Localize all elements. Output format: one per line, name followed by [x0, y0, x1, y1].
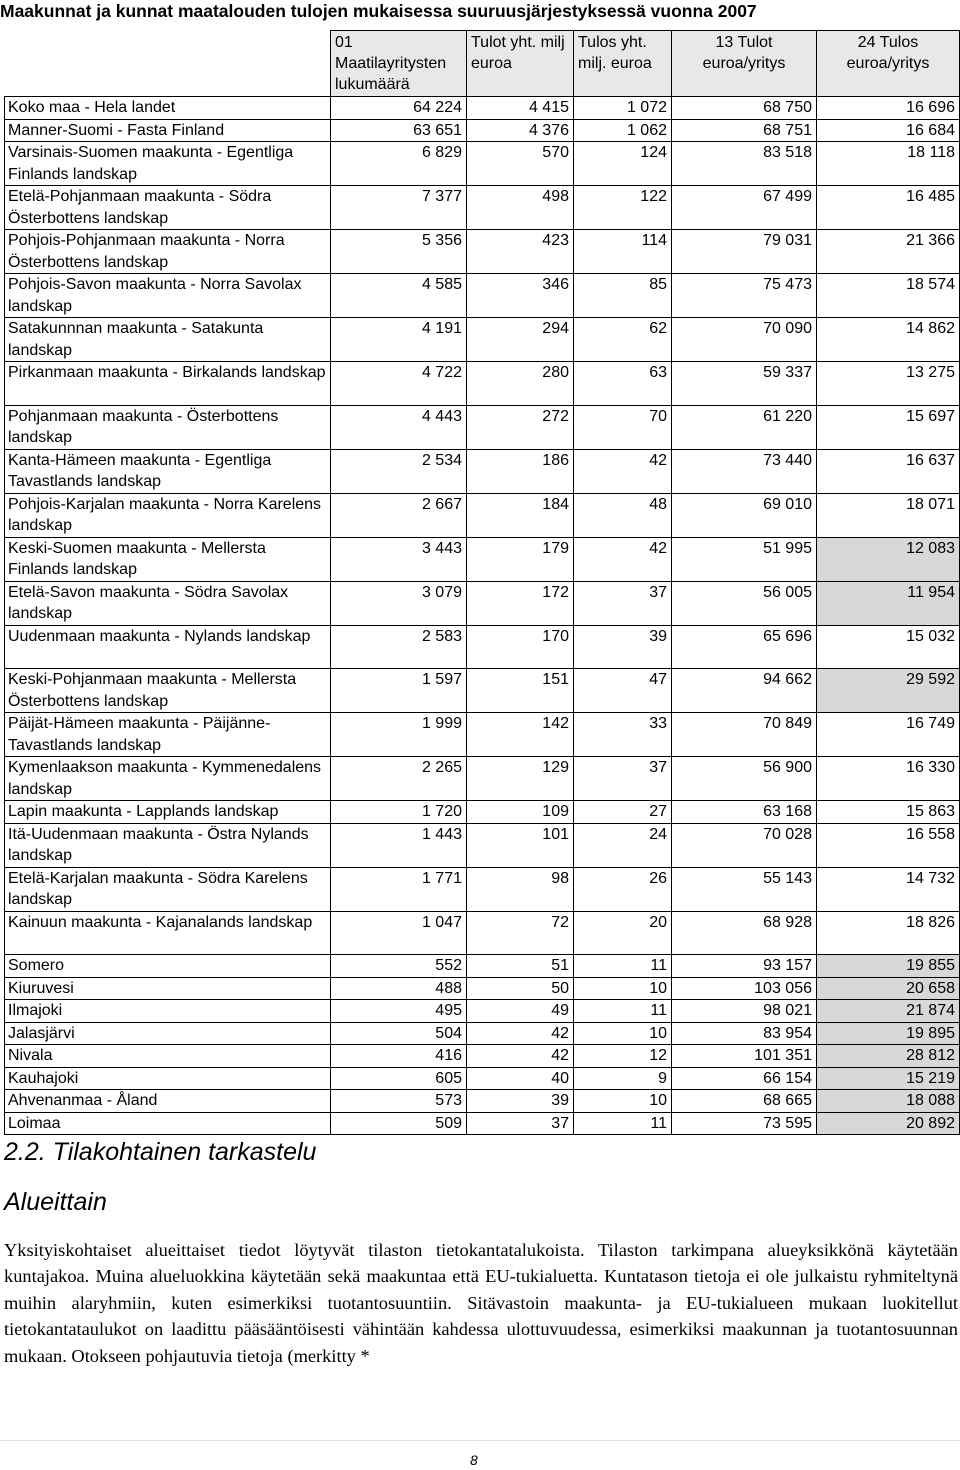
- farms-cell: 1 999: [331, 713, 467, 757]
- region-name-cell: Päijät-Hämeen maakunta - Päijänne-Tavastlands landskap: [5, 713, 331, 757]
- result-total-cell: 27: [574, 801, 672, 824]
- result-per-farm-cell: 20 892: [817, 1112, 960, 1135]
- region-name-cell: Lapin maakunta - Lapplands landskap: [5, 801, 331, 824]
- region-name-cell: Kymenlaakson maakunta - Kymmenedalens landskap: [5, 757, 331, 801]
- income-total-cell: 39: [467, 1090, 574, 1113]
- result-per-farm-cell: 18 574: [817, 274, 960, 318]
- table-row: [5, 1000, 960, 1023]
- result-per-farm-cell: 16 485: [817, 186, 960, 230]
- income-total-cell: 129: [467, 757, 574, 801]
- region-name-cell: Kanta-Hämeen maakunta - Egentliga Tavastlands landskap: [5, 449, 331, 493]
- result-total-cell: 1 072: [574, 97, 672, 120]
- result-total-cell: 11: [574, 1112, 672, 1135]
- result-total-cell: 11: [574, 1000, 672, 1023]
- income-total-cell: 179: [467, 537, 574, 581]
- farms-cell: 64 224: [331, 97, 467, 120]
- farms-cell: 1 443: [331, 823, 467, 867]
- result-total-cell: 62: [574, 318, 672, 362]
- region-name-cell: Nivala: [5, 1045, 331, 1068]
- result-per-farm-cell: 11 954: [817, 581, 960, 625]
- income-total-cell: 51: [467, 955, 574, 978]
- region-name-cell: Pirkanmaan maakunta - Birkalands landskap: [5, 362, 331, 406]
- farms-cell: 4 191: [331, 318, 467, 362]
- result-per-farm-cell: 15 219: [817, 1067, 960, 1090]
- income-total-cell: 4 415: [467, 97, 574, 120]
- income-per-farm-cell: 73 595: [672, 1112, 817, 1135]
- income-total-cell: 186: [467, 449, 574, 493]
- income-per-farm-cell: 68 750: [672, 97, 817, 120]
- farms-cell: 2 667: [331, 493, 467, 537]
- result-per-farm-cell: 18 088: [817, 1090, 960, 1113]
- column-header-result-total: Tulos yht. milj. euroa: [574, 31, 672, 97]
- income-total-cell: 498: [467, 186, 574, 230]
- farms-cell: 1 047: [331, 911, 467, 955]
- table-row: [5, 142, 960, 186]
- result-per-farm-cell: 21 874: [817, 1000, 960, 1023]
- income-per-farm-cell: 69 010: [672, 493, 817, 537]
- region-name-cell: Itä-Uudenmaan maakunta - Östra Nylands landskap: [5, 823, 331, 867]
- income-per-farm-cell: 70 028: [672, 823, 817, 867]
- income-total-cell: 42: [467, 1045, 574, 1068]
- farms-cell: 1 771: [331, 867, 467, 911]
- income-per-farm-cell: 68 928: [672, 911, 817, 955]
- column-header-farms: 01 Maatilayritysten lukumäärä: [331, 31, 467, 97]
- result-total-cell: 48: [574, 493, 672, 537]
- table-row: [5, 1067, 960, 1090]
- result-total-cell: 11: [574, 955, 672, 978]
- result-per-farm-cell: 28 812: [817, 1045, 960, 1068]
- income-per-farm-cell: 61 220: [672, 405, 817, 449]
- result-per-farm-cell: 18 118: [817, 142, 960, 186]
- result-total-cell: 10: [574, 1022, 672, 1045]
- result-total-cell: 39: [574, 625, 672, 669]
- income-total-cell: 42: [467, 1022, 574, 1045]
- income-per-farm-cell: 103 056: [672, 977, 817, 1000]
- farms-cell: 4 443: [331, 405, 467, 449]
- result-per-farm-cell: 21 366: [817, 230, 960, 274]
- income-total-cell: 72: [467, 911, 574, 955]
- income-total-cell: 172: [467, 581, 574, 625]
- table-row: [5, 955, 960, 978]
- income-per-farm-cell: 70 090: [672, 318, 817, 362]
- income-per-farm-cell: 63 168: [672, 801, 817, 824]
- income-total-cell: 101: [467, 823, 574, 867]
- result-per-farm-cell: 12 083: [817, 537, 960, 581]
- result-per-farm-cell: 15 032: [817, 625, 960, 669]
- income-per-farm-cell: 67 499: [672, 186, 817, 230]
- region-name-cell: Somero: [5, 955, 331, 978]
- region-name-cell: Etelä-Karjalan maakunta - Södra Karelens landskap: [5, 867, 331, 911]
- result-total-cell: 20: [574, 911, 672, 955]
- table-row: [5, 625, 960, 669]
- region-name-cell: Satakunnnan maakunta - Satakunta landskap: [5, 318, 331, 362]
- result-total-cell: 124: [574, 142, 672, 186]
- income-per-farm-cell: 83 518: [672, 142, 817, 186]
- result-per-farm-cell: 16 558: [817, 823, 960, 867]
- body-paragraph: Yksityiskohtaiset alueittaiset tiedot löytyvät tilaston tietokantatalukoista. Tilaston tarkimpana alueyksikkönä käytetään kuntajakoa. Muina alueluokkina käytetään sekä maakuntaa että EU-tukialuetta. Kuntatason tietoja ei ole julkaistu ryhmiteltynä muihin alaryhmiin, kuten esimerkiksi tuotantosuuntiin. Sitävastoin maakunta- ja EU-tukialueen mukaan luokitellut tietokantataulukot on laadittu pääsääntöisesti vähintään kahdessa ulottuvuudessa, esimerkiksi maakunnan ja tuotantosuunnan mukaan. Otokseen pohjautuvia tietoja (merkitty *: [4, 1240, 958, 1366]
- result-total-cell: 9: [574, 1067, 672, 1090]
- income-total-cell: 4 376: [467, 119, 574, 142]
- header-corner: [5, 31, 331, 97]
- result-total-cell: 47: [574, 669, 672, 713]
- result-per-farm-cell: 14 862: [817, 318, 960, 362]
- table-row: [5, 713, 960, 757]
- result-total-cell: 37: [574, 757, 672, 801]
- region-name-cell: Pohjois-Karjalan maakunta - Norra Karelens landskap: [5, 493, 331, 537]
- region-name-cell: Etelä-Savon maakunta - Södra Savolax landskap: [5, 581, 331, 625]
- result-total-cell: 42: [574, 537, 672, 581]
- region-name-cell: Loimaa: [5, 1112, 331, 1135]
- region-name-cell: Ahvenanmaa - Åland: [5, 1090, 331, 1113]
- income-per-farm-cell: 56 005: [672, 581, 817, 625]
- result-total-cell: 26: [574, 867, 672, 911]
- income-per-farm-cell: 94 662: [672, 669, 817, 713]
- table-row: [5, 1112, 960, 1135]
- result-total-cell: 1 062: [574, 119, 672, 142]
- region-name-cell: Pohjois-Savon maakunta - Norra Savolax landskap: [5, 274, 331, 318]
- result-total-cell: 85: [574, 274, 672, 318]
- income-total-cell: 37: [467, 1112, 574, 1135]
- farms-cell: 2 534: [331, 449, 467, 493]
- region-name-cell: Kauhajoki: [5, 1067, 331, 1090]
- result-total-cell: 10: [574, 1090, 672, 1113]
- region-name-cell: Pohjois-Pohjanmaan maakunta - Norra Österbottens landskap: [5, 230, 331, 274]
- table-row: [5, 757, 960, 801]
- result-per-farm-cell: 16 330: [817, 757, 960, 801]
- farms-cell: 3 079: [331, 581, 467, 625]
- table-row: [5, 801, 960, 824]
- income-total-cell: 50: [467, 977, 574, 1000]
- farms-cell: 1 720: [331, 801, 467, 824]
- sub-heading: Alueittain: [4, 1188, 107, 1216]
- table-row: [5, 1022, 960, 1045]
- income-per-farm-cell: 59 337: [672, 362, 817, 406]
- farms-cell: 416: [331, 1045, 467, 1068]
- result-total-cell: 63: [574, 362, 672, 406]
- table-row: [5, 493, 960, 537]
- income-ranking-table: [4, 30, 960, 1135]
- farms-cell: 2 265: [331, 757, 467, 801]
- result-per-farm-cell: 29 592: [817, 669, 960, 713]
- page-title: Maakunnat ja kunnat maatalouden tulojen mukaisessa suuruusjärjestyksessä vuonna 2007: [0, 1, 757, 21]
- farms-cell: 4 722: [331, 362, 467, 406]
- result-per-farm-cell: 19 855: [817, 955, 960, 978]
- income-total-cell: 184: [467, 493, 574, 537]
- result-per-farm-cell: 15 863: [817, 801, 960, 824]
- income-per-farm-cell: 68 751: [672, 119, 817, 142]
- income-per-farm-cell: 51 995: [672, 537, 817, 581]
- table-row: [5, 1090, 960, 1113]
- section-heading: 2.2. Tilakohtainen tarkastelu: [4, 1138, 317, 1166]
- result-per-farm-cell: 15 697: [817, 405, 960, 449]
- result-per-farm-cell: 16 684: [817, 119, 960, 142]
- result-total-cell: 37: [574, 581, 672, 625]
- table-header-row: [5, 31, 960, 97]
- table-row: [5, 537, 960, 581]
- farms-cell: 488: [331, 977, 467, 1000]
- table-row: [5, 1045, 960, 1068]
- farms-cell: 3 443: [331, 537, 467, 581]
- table-row: [5, 186, 960, 230]
- table-row: [5, 669, 960, 713]
- farms-cell: 573: [331, 1090, 467, 1113]
- income-total-cell: 151: [467, 669, 574, 713]
- income-per-farm-cell: 79 031: [672, 230, 817, 274]
- income-total-cell: 570: [467, 142, 574, 186]
- income-per-farm-cell: 98 021: [672, 1000, 817, 1023]
- income-total-cell: 40: [467, 1067, 574, 1090]
- column-header-income-total: Tulot yht. milj euroa: [467, 31, 574, 97]
- region-name-cell: Keski-Pohjanmaan maakunta - Mellersta Österbottens landskap: [5, 669, 331, 713]
- income-per-farm-cell: 55 143: [672, 867, 817, 911]
- farms-cell: 552: [331, 955, 467, 978]
- table-row: [5, 867, 960, 911]
- region-name-cell: Varsinais-Suomen maakunta - Egentliga Finlands landskap: [5, 142, 331, 186]
- result-total-cell: 114: [574, 230, 672, 274]
- income-total-cell: 49: [467, 1000, 574, 1023]
- result-total-cell: 122: [574, 186, 672, 230]
- table-row: [5, 230, 960, 274]
- farms-cell: 1 597: [331, 669, 467, 713]
- table-row: [5, 97, 960, 120]
- region-name-cell: Pohjanmaan maakunta - Österbottens landskap: [5, 405, 331, 449]
- result-total-cell: 24: [574, 823, 672, 867]
- result-per-farm-cell: 16 749: [817, 713, 960, 757]
- income-per-farm-cell: 73 440: [672, 449, 817, 493]
- region-name-cell: Etelä-Pohjanmaan maakunta - Södra Österbottens landskap: [5, 186, 331, 230]
- table-row: [5, 977, 960, 1000]
- table-row: [5, 405, 960, 449]
- income-per-farm-cell: 68 665: [672, 1090, 817, 1113]
- result-per-farm-cell: 13 275: [817, 362, 960, 406]
- table-row: [5, 318, 960, 362]
- farms-cell: 63 651: [331, 119, 467, 142]
- income-total-cell: 423: [467, 230, 574, 274]
- farms-cell: 5 356: [331, 230, 467, 274]
- result-per-farm-cell: 16 696: [817, 97, 960, 120]
- result-total-cell: 42: [574, 449, 672, 493]
- table-row: [5, 362, 960, 406]
- table-row: [5, 581, 960, 625]
- result-total-cell: 12: [574, 1045, 672, 1068]
- income-per-farm-cell: 101 351: [672, 1045, 817, 1068]
- income-per-farm-cell: 83 954: [672, 1022, 817, 1045]
- farms-cell: 6 829: [331, 142, 467, 186]
- result-per-farm-cell: 18 826: [817, 911, 960, 955]
- result-per-farm-cell: 20 658: [817, 977, 960, 1000]
- income-per-farm-cell: 93 157: [672, 955, 817, 978]
- result-total-cell: 10: [574, 977, 672, 1000]
- column-header-income-per-farm: 13 Tulot euroa/yritys: [672, 31, 817, 97]
- income-total-cell: 170: [467, 625, 574, 669]
- region-name-cell: Keski-Suomen maakunta - Mellersta Finlands landskap: [5, 537, 331, 581]
- farms-cell: 495: [331, 1000, 467, 1023]
- column-header-result-per-farm: 24 Tulos euroa/yritys: [817, 31, 960, 97]
- farms-cell: 504: [331, 1022, 467, 1045]
- result-total-cell: 33: [574, 713, 672, 757]
- income-per-farm-cell: 70 849: [672, 713, 817, 757]
- result-total-cell: 70: [574, 405, 672, 449]
- income-total-cell: 142: [467, 713, 574, 757]
- region-name-cell: Uudenmaan maakunta - Nylands landskap: [5, 625, 331, 669]
- farms-cell: 7 377: [331, 186, 467, 230]
- income-per-farm-cell: 65 696: [672, 625, 817, 669]
- table-row: [5, 119, 960, 142]
- region-name-cell: Kiuruvesi: [5, 977, 331, 1000]
- table-row: [5, 823, 960, 867]
- region-name-cell: Koko maa - Hela landet: [5, 97, 331, 120]
- farms-cell: 605: [331, 1067, 467, 1090]
- income-per-farm-cell: 66 154: [672, 1067, 817, 1090]
- region-name-cell: Jalasjärvi: [5, 1022, 331, 1045]
- income-total-cell: 294: [467, 318, 574, 362]
- income-total-cell: 346: [467, 274, 574, 318]
- farms-cell: 509: [331, 1112, 467, 1135]
- income-per-farm-cell: 75 473: [672, 274, 817, 318]
- result-per-farm-cell: 18 071: [817, 493, 960, 537]
- income-total-cell: 109: [467, 801, 574, 824]
- farms-cell: 4 585: [331, 274, 467, 318]
- region-name-cell: Ilmajoki: [5, 1000, 331, 1023]
- result-per-farm-cell: 19 895: [817, 1022, 960, 1045]
- result-per-farm-cell: 14 732: [817, 867, 960, 911]
- income-total-cell: 98: [467, 867, 574, 911]
- table-row: [5, 449, 960, 493]
- table-row: [5, 911, 960, 955]
- result-per-farm-cell: 16 637: [817, 449, 960, 493]
- table-row: [5, 274, 960, 318]
- farms-cell: 2 583: [331, 625, 467, 669]
- page-number: 8: [470, 1452, 478, 1468]
- income-per-farm-cell: 56 900: [672, 757, 817, 801]
- table-body: [5, 97, 960, 1135]
- region-name-cell: Kainuun maakunta - Kajanalands landskap: [5, 911, 331, 955]
- income-total-cell: 272: [467, 405, 574, 449]
- footer-divider: [0, 1440, 960, 1441]
- region-name-cell: Manner-Suomi - Fasta Finland: [5, 119, 331, 142]
- income-total-cell: 280: [467, 362, 574, 406]
